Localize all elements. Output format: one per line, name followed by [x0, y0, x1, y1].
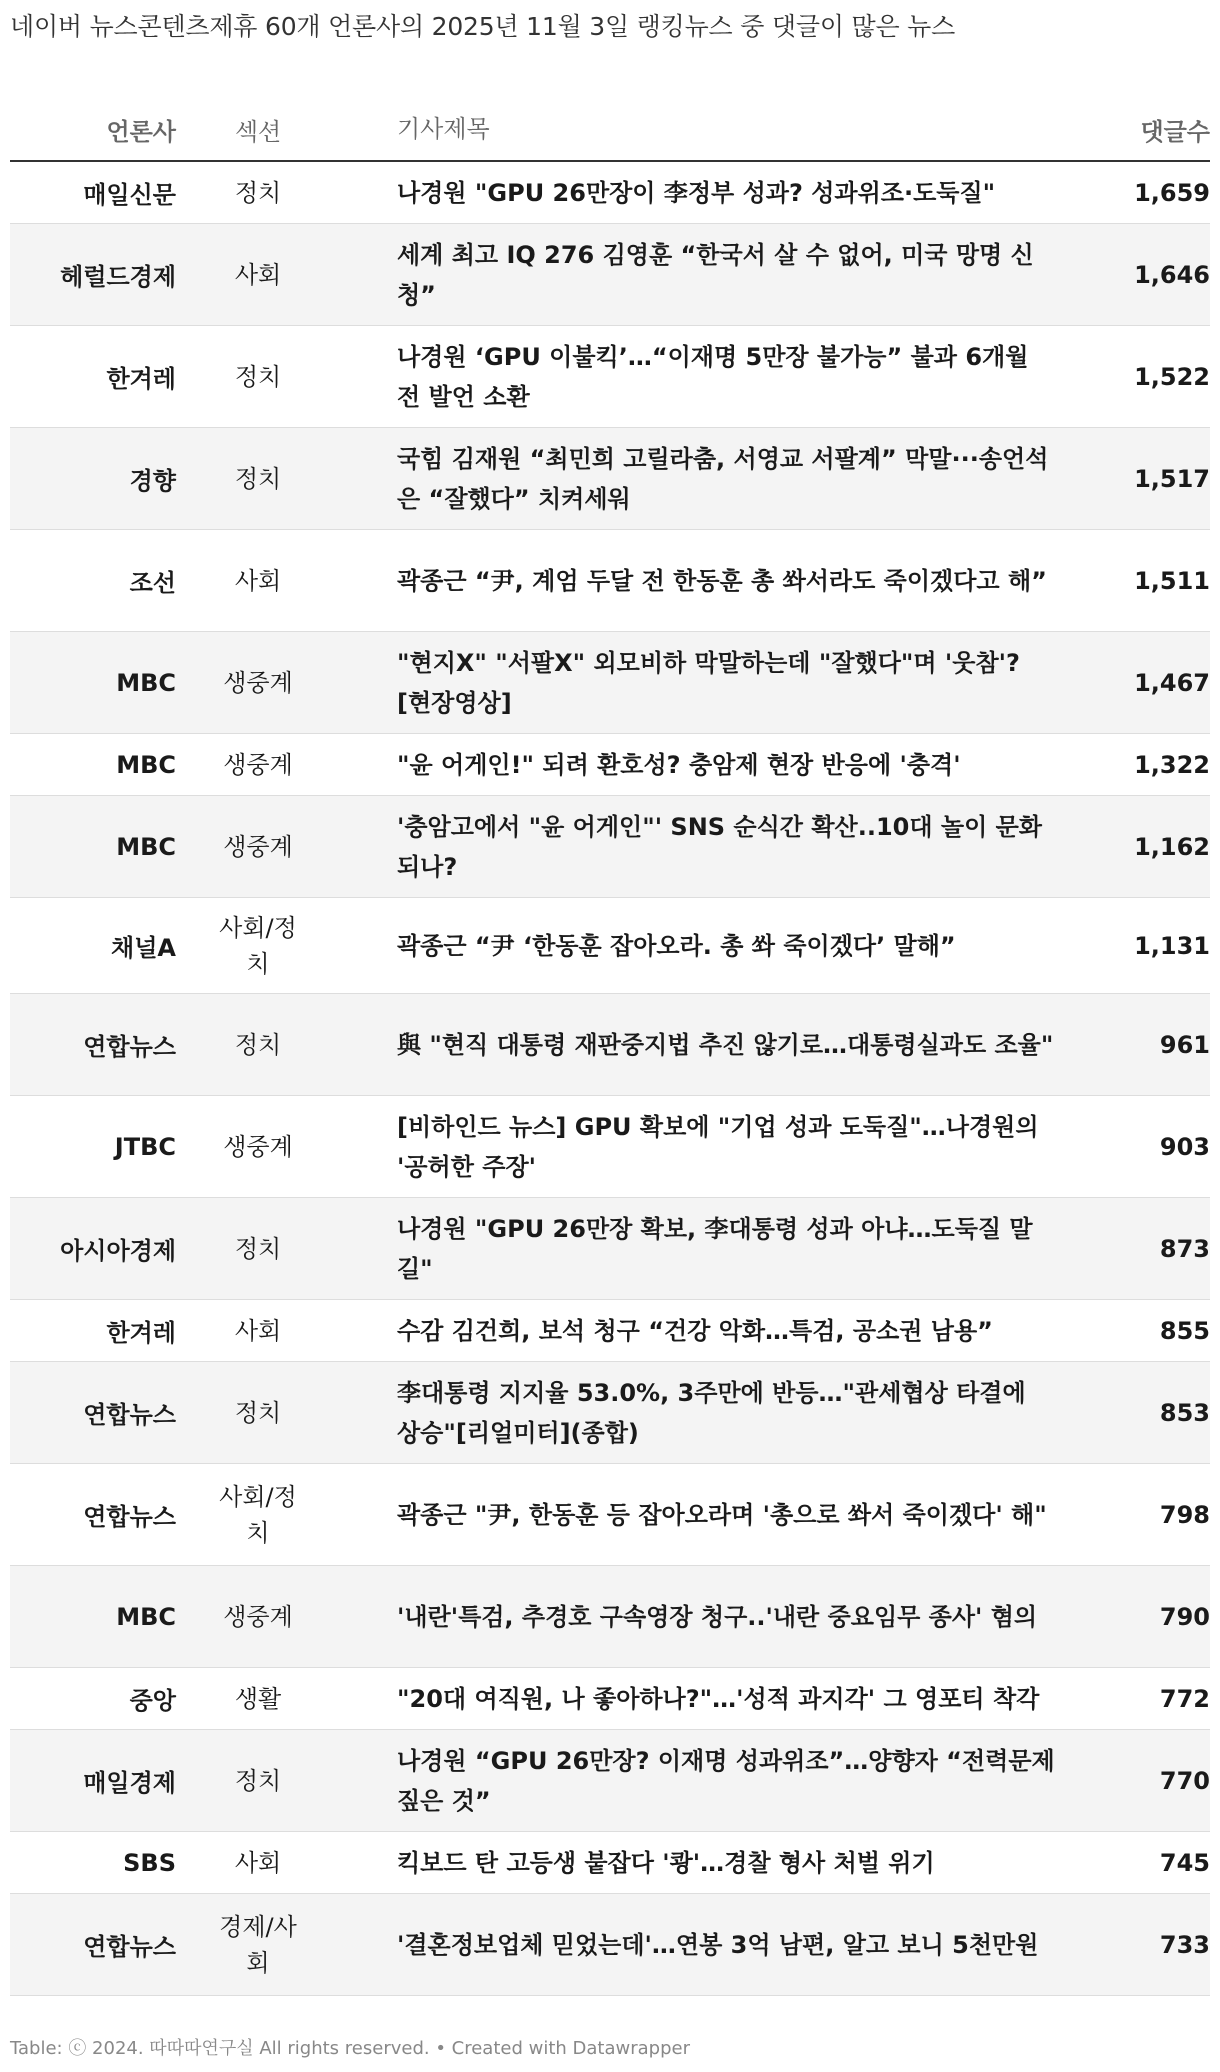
cell-comments: 903 — [1090, 1096, 1210, 1198]
header-row — [10, 98, 1210, 161]
cell-publisher: 한겨레 — [10, 326, 176, 428]
table-row — [10, 1730, 1210, 1832]
cell-title-wrapper — [340, 1668, 1090, 1730]
cell-comments: 1,322 — [1090, 734, 1210, 796]
cell-comments: 1,517 — [1090, 428, 1210, 530]
cell-section: 생중계 — [223, 832, 293, 861]
cell-comments: 1,511 — [1090, 530, 1210, 632]
cell-publisher: 연합뉴스 — [10, 1362, 176, 1464]
cell-section: 정치 — [234, 362, 282, 391]
table-row — [10, 1894, 1210, 1996]
cell-title-wrapper — [340, 994, 1090, 1096]
cell-title: 곽종근 "尹, 한동훈 등 잡아오라며 '총으로 쏴서 죽이겠다' 해" — [397, 1500, 1047, 1529]
cell-publisher: 중앙 — [10, 1668, 176, 1730]
cell-comments: 855 — [1090, 1300, 1210, 1362]
cell-comments: 770 — [1090, 1730, 1210, 1832]
cell-title-wrapper — [340, 796, 1090, 898]
cell-section-wrapper — [176, 1566, 340, 1668]
table-container — [10, 0, 1210, 1996]
cell-section-wrapper — [176, 1300, 340, 1362]
cell-title-wrapper — [340, 1300, 1090, 1362]
cell-section-wrapper — [176, 1730, 340, 1832]
cell-section: 정치 — [234, 1234, 282, 1263]
cell-section: 사회/정치 — [219, 1482, 297, 1547]
table-row — [10, 1832, 1210, 1894]
cell-title-wrapper — [340, 530, 1090, 632]
table-row — [10, 796, 1210, 898]
cell-comments: 1,522 — [1090, 326, 1210, 428]
cell-section-wrapper — [176, 224, 340, 326]
cell-publisher: 경향 — [10, 428, 176, 530]
cell-section-wrapper — [176, 161, 340, 224]
header-comments: 댓글수 — [1090, 98, 1210, 161]
table-row — [10, 530, 1210, 632]
cell-section: 정치 — [234, 1398, 282, 1427]
cell-section: 사회/정치 — [219, 913, 297, 978]
cell-title-wrapper — [340, 1096, 1090, 1198]
table-row — [10, 1668, 1210, 1730]
table-title: 네이버 뉴스콘텐츠제휴 60개 언론사의 2025년 11월 3일 랭킹뉴스 중 댓글이 많은 뉴스 — [10, 12, 956, 41]
cell-comments: 961 — [1090, 994, 1210, 1096]
cell-title: "윤 어게인!" 되려 환호성? 충암제 현장 반응에 '충격' — [397, 750, 961, 779]
cell-section-wrapper — [176, 326, 340, 428]
cell-section-wrapper — [176, 734, 340, 796]
cell-section: 사회 — [234, 1316, 282, 1345]
cell-publisher: MBC — [10, 1566, 176, 1668]
cell-publisher: 헤럴드경제 — [10, 224, 176, 326]
cell-section: 정치 — [234, 464, 282, 493]
cell-comments: 798 — [1090, 1464, 1210, 1566]
cell-title: 수감 김건희, 보석 청구 “건강 악화…특검, 공소권 남용” — [397, 1316, 993, 1345]
cell-section-wrapper — [176, 796, 340, 898]
cell-section-wrapper — [176, 1096, 340, 1198]
cell-section: 사회 — [234, 260, 282, 289]
cell-title: '내란'특검, 추경호 구속영장 청구..'내란 중요임무 종사' 혐의 — [397, 1602, 1038, 1631]
cell-section-wrapper — [176, 898, 340, 994]
cell-title-wrapper — [340, 898, 1090, 994]
cell-comments: 873 — [1090, 1198, 1210, 1300]
cell-title: '충암고에서 "윤 어게인"' SNS 순식간 확산..10대 놀이 문화되나? — [397, 812, 1042, 881]
cell-section: 사회 — [234, 1848, 282, 1877]
cell-section: 생중계 — [223, 1602, 293, 1631]
cell-comments: 1,162 — [1090, 796, 1210, 898]
cell-comments: 790 — [1090, 1566, 1210, 1668]
table-row — [10, 326, 1210, 428]
cell-title-wrapper — [340, 428, 1090, 530]
cell-publisher: 연합뉴스 — [10, 1464, 176, 1566]
cell-publisher: JTBC — [10, 1096, 176, 1198]
cell-publisher: 조선 — [10, 530, 176, 632]
cell-title: 나경원 "GPU 26만장이 李정부 성과? 성과위조·도둑질" — [397, 178, 996, 207]
cell-title: 與 "현직 대통령 재판중지법 추진 않기로…대통령실과도 조율" — [397, 1030, 1054, 1059]
cell-publisher: 한겨레 — [10, 1300, 176, 1362]
cell-title-wrapper — [340, 632, 1090, 734]
cell-title: "현지X" "서팔X" 외모비하 막말하는데 "잘했다"며 '웃참'? [현장영상] — [397, 648, 1020, 717]
table-row — [10, 898, 1210, 994]
cell-comments: 745 — [1090, 1832, 1210, 1894]
cell-section: 생중계 — [223, 668, 293, 697]
cell-title-wrapper — [340, 1894, 1090, 1996]
cell-publisher: 연합뉴스 — [10, 994, 176, 1096]
cell-title: 李대통령 지지율 53.0%, 3주만에 반등…"관세협상 타결에 상승"[리얼미터](종합) — [397, 1378, 1026, 1447]
cell-section-wrapper — [176, 1894, 340, 1996]
cell-section: 정치 — [234, 1766, 282, 1795]
table-body — [10, 161, 1210, 1996]
cell-title-wrapper — [340, 1566, 1090, 1668]
cell-publisher: 아시아경제 — [10, 1198, 176, 1300]
cell-section: 생중계 — [223, 1132, 293, 1161]
cell-publisher: MBC — [10, 734, 176, 796]
cell-section-wrapper — [176, 428, 340, 530]
cell-comments: 1,467 — [1090, 632, 1210, 734]
table-row — [10, 632, 1210, 734]
cell-title: 나경원 ‘GPU 이불킥’…“이재명 5만장 불가능” 불과 6개월 전 발언 소환 — [397, 342, 1029, 411]
cell-publisher: 매일신문 — [10, 161, 176, 224]
cell-section-wrapper — [176, 530, 340, 632]
cell-section: 사회 — [234, 566, 282, 595]
table-row — [10, 1096, 1210, 1198]
header-section: 섹션 — [176, 98, 340, 161]
table-row — [10, 1566, 1210, 1668]
cell-title-wrapper — [340, 1832, 1090, 1894]
cell-title: 곽종근 “尹, 계엄 두달 전 한동훈 총 쏴서라도 죽이겠다고 해” — [397, 566, 1047, 595]
cell-title-wrapper — [340, 161, 1090, 224]
cell-section: 생중계 — [223, 750, 293, 779]
cell-title-wrapper — [340, 734, 1090, 796]
cell-section-wrapper — [176, 632, 340, 734]
cell-title: '결혼정보업체 믿었는데'…연봉 3억 남편, 알고 보니 5천만원 — [397, 1930, 1039, 1959]
header-title: 기사제목 — [340, 98, 1090, 161]
table-footer: Table: ⓒ 2024. 따따따연구실 All rights reserved. • Created with Datawrapper — [10, 2038, 690, 2059]
cell-section-wrapper — [176, 1668, 340, 1730]
cell-title: [비하인드 뉴스] GPU 확보에 "기업 성과 도둑질"…나경원의 '공허한 주장' — [397, 1112, 1039, 1181]
table-row — [10, 994, 1210, 1096]
cell-comments: 1,646 — [1090, 224, 1210, 326]
cell-section: 경제/사회 — [219, 1912, 297, 1977]
cell-title: 나경원 "GPU 26만장 확보, 李대통령 성과 아냐…도둑질 말길" — [397, 1214, 1033, 1283]
cell-publisher: MBC — [10, 632, 176, 734]
cell-section-wrapper — [176, 1198, 340, 1300]
cell-title-wrapper — [340, 1362, 1090, 1464]
cell-comments: 853 — [1090, 1362, 1210, 1464]
table-row — [10, 1300, 1210, 1362]
cell-publisher: 매일경제 — [10, 1730, 176, 1832]
cell-comments: 772 — [1090, 1668, 1210, 1730]
cell-title: 곽종근 “尹 ‘한동훈 잡아오라. 총 쏴 죽이겠다’ 말해” — [397, 931, 956, 960]
cell-publisher: 연합뉴스 — [10, 1894, 176, 1996]
cell-section-wrapper — [176, 994, 340, 1096]
cell-title: 세계 최고 IQ 276 김영훈 “한국서 살 수 없어, 미국 망명 신청” — [397, 240, 1034, 309]
cell-title-wrapper — [340, 224, 1090, 326]
cell-title: 킥보드 탄 고등생 붙잡다 '쾅'…경찰 형사 처벌 위기 — [397, 1848, 935, 1877]
table-row — [10, 1464, 1210, 1566]
cell-comments: 1,659 — [1090, 161, 1210, 224]
cell-section-wrapper — [176, 1464, 340, 1566]
table-row — [10, 428, 1210, 530]
cell-section: 생활 — [234, 1684, 282, 1713]
cell-publisher: MBC — [10, 796, 176, 898]
table-row — [10, 734, 1210, 796]
cell-title: 국힘 김재원 “최민희 고릴라춤, 서영교 서팔계” 막말···송언석은 “잘했다” 치켜세워 — [397, 444, 1049, 513]
table-row — [10, 1198, 1210, 1300]
comments-table — [10, 98, 1210, 1996]
cell-comments: 733 — [1090, 1894, 1210, 1996]
header-publisher: 언론사 — [10, 98, 176, 161]
table-row — [10, 224, 1210, 326]
cell-title: 나경원 “GPU 26만장? 이재명 성과위조”…양향자 “전력문제 짚은 것” — [397, 1746, 1055, 1815]
cell-publisher: 채널A — [10, 898, 176, 994]
cell-title-wrapper — [340, 1730, 1090, 1832]
cell-title-wrapper — [340, 1198, 1090, 1300]
cell-comments: 1,131 — [1090, 898, 1210, 994]
cell-section: 정치 — [234, 178, 282, 207]
table-row — [10, 161, 1210, 224]
cell-section: 정치 — [234, 1030, 282, 1059]
cell-title: "20대 여직원, 나 좋아하나?"…'성적 과지각' 그 영포티 착각 — [397, 1684, 1040, 1713]
cell-title-wrapper — [340, 326, 1090, 428]
cell-section-wrapper — [176, 1362, 340, 1464]
cell-publisher: SBS — [10, 1832, 176, 1894]
cell-title-wrapper — [340, 1464, 1090, 1566]
table-row — [10, 1362, 1210, 1464]
cell-section-wrapper — [176, 1832, 340, 1894]
